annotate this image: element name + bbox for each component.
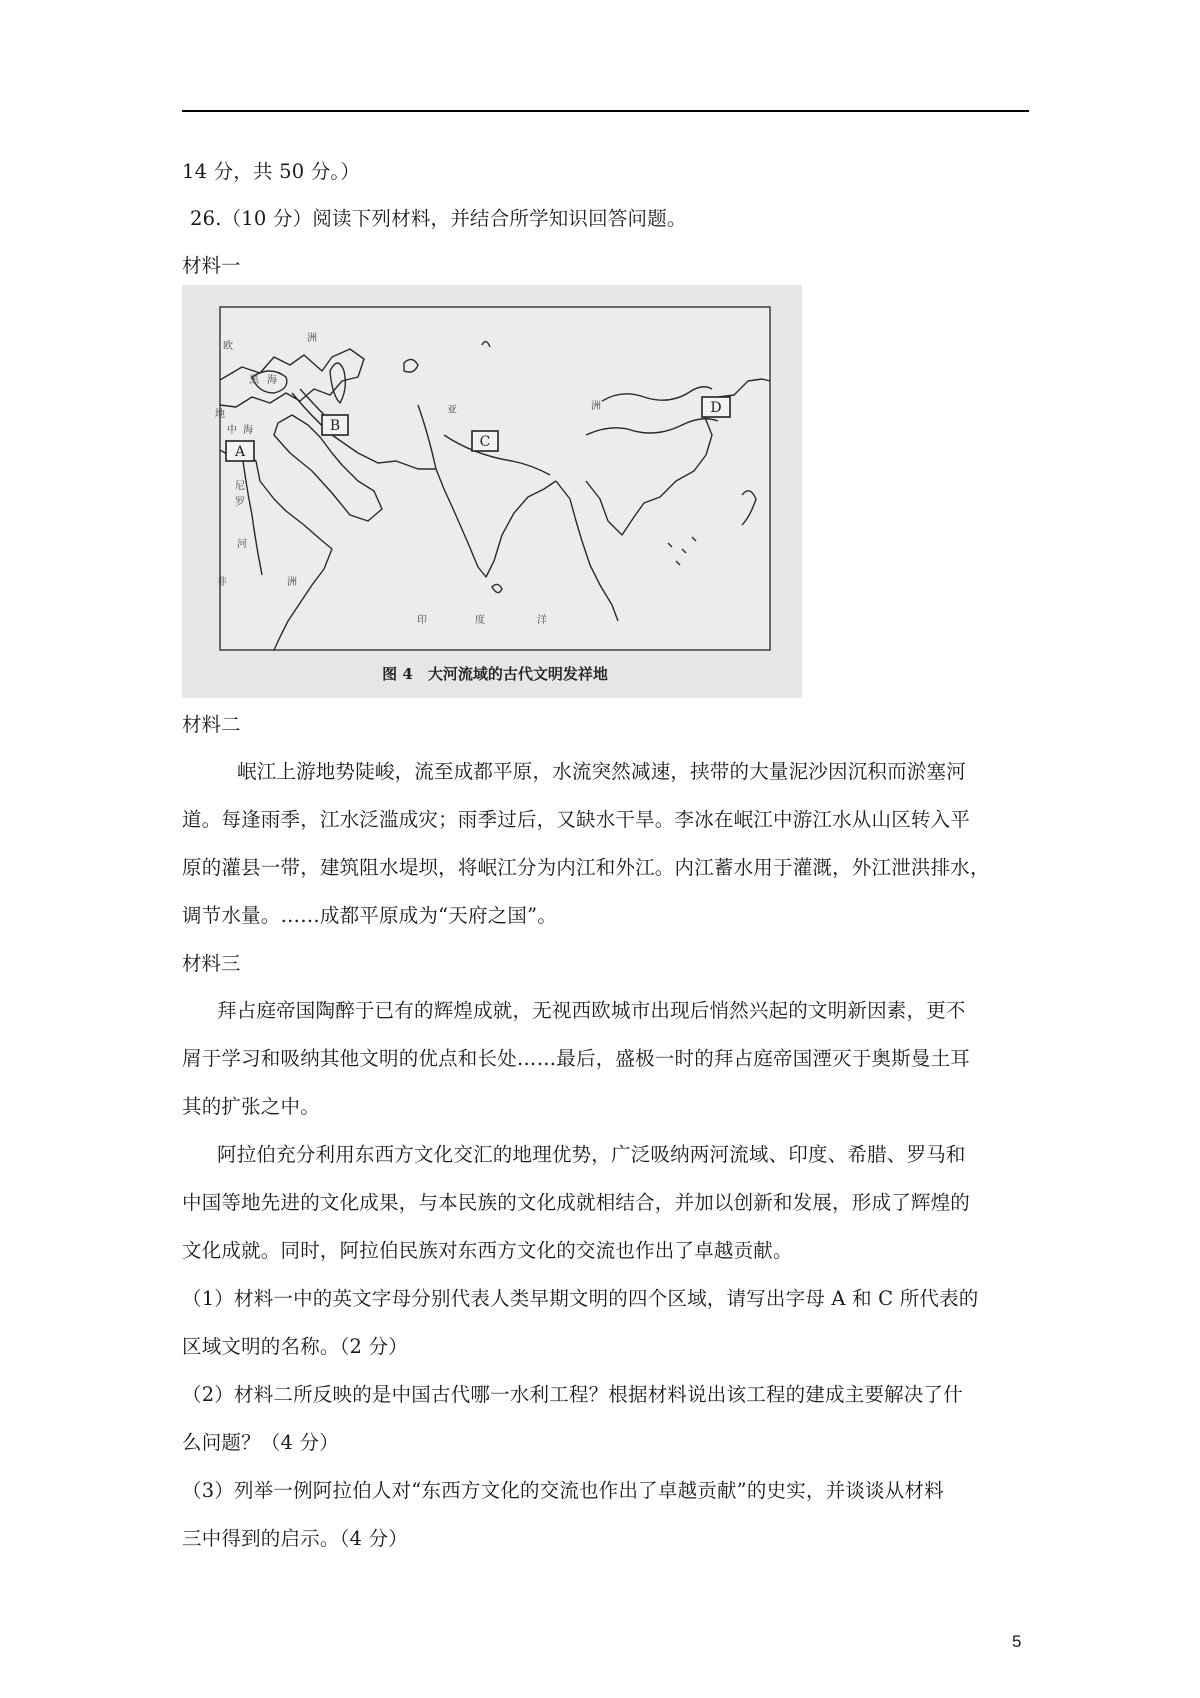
map-region-label: 洋: [537, 615, 547, 626]
question-1-line: （1）材料一中的英文字母分别代表人类早期文明的四个区域，请写出字母 A 和 C 所代表的: [182, 1287, 979, 1310]
map-region-label: 欧: [223, 341, 233, 352]
map-drawing: [182, 285, 802, 698]
material3-para2-line: 文化成就。同时，阿拉伯民族对东西方文化的交流也作出了卓越贡献。: [182, 1239, 793, 1262]
map-region-label: 印: [417, 615, 427, 626]
map-box-d-letter: D: [710, 400, 722, 416]
material3-para1-line: 拜占庭帝国陶醉于已有的辉煌成就，无视西欧城市出现后悄然兴起的文明新因素，更不: [217, 999, 966, 1022]
header-rule: [182, 110, 1029, 112]
civilization-map-figure: [182, 285, 802, 698]
map-caption: 图 4 大河流域的古代文明发祥地: [382, 665, 608, 683]
page-number: 5: [1012, 1632, 1022, 1651]
map-box-a-letter: A: [234, 444, 246, 460]
map-region-label: 度: [475, 615, 485, 626]
material2-line: 道。每逢雨季，江水泛滥成灾；雨季过后，又缺水干旱。李冰在岷江中游江水从山区转入平: [182, 808, 971, 831]
map-region-label: 黑: [249, 375, 259, 386]
continuation-text: 14 分，共 50 分。）: [182, 160, 361, 183]
map-region-label: 中: [227, 425, 237, 436]
material2-line: 调节水量。……成都平原成为“天府之国”。: [182, 904, 557, 927]
question-2-line: （2）材料二所反映的是中国古代哪一水利工程？根据材料说出该工程的建成主要解决了什: [182, 1383, 963, 1406]
material2-line: 原的灌县一带，建筑阻水堤坝，将岷江分为内江和外江。内江蓄水用于灌溉，外江泄洪排水，: [182, 856, 990, 879]
map-region-label: 罗: [235, 497, 245, 508]
map-region-label: 洲: [307, 333, 317, 344]
question-title: 26.（10 分）阅读下列材料，并结合所学知识回答问题。: [190, 207, 687, 230]
map-region-label: 海: [267, 375, 277, 386]
map-region-label: 海: [243, 425, 253, 436]
map-region-label: 非: [217, 577, 227, 588]
map-box-c-letter: C: [479, 434, 491, 450]
question-3-line: （3）列举一例阿拉伯人对“东西方文化的交流也作出了卓越贡献”的史实，并谈谈从材料: [182, 1479, 944, 1502]
question-2-line: 么问题？（4 分）: [182, 1431, 339, 1454]
map-region-label: 洲: [287, 577, 297, 588]
map-region-label: 亚: [447, 405, 457, 416]
material3-para2-line: 阿拉伯充分利用东西方文化交汇的地理优势，广泛吸纳两河流域、印度、希腊、罗马和: [217, 1143, 966, 1166]
material3-label: 材料三: [182, 952, 241, 975]
material3-para1-line: 其的扩张之中。: [182, 1095, 320, 1118]
question-3-line: 三中得到的启示。（4 分）: [182, 1527, 408, 1550]
map-region-label: 地: [215, 409, 225, 420]
map-region-label: 洲: [591, 401, 601, 412]
material2-line: 岷江上游地势陡峻，流至成都平原，水流突然减速，挟带的大量泥沙因沉积而淤塞河: [237, 760, 966, 783]
map-box-b-letter: B: [329, 418, 341, 434]
map-region-label: 尼: [235, 481, 245, 492]
map-region-label: 河: [237, 539, 247, 550]
question-1-line: 区域文明的名称。（2 分）: [182, 1335, 408, 1358]
material1-label: 材料一: [182, 254, 241, 277]
material3-para2-line: 中国等地先进的文化成果，与本民族的文化成就相结合，并加以创新和发展，形成了辉煌的: [182, 1191, 971, 1214]
material3-para1-line: 屑于学习和吸纳其他文明的优点和长处……最后，盛极一时的拜占庭帝国湮灭于奥斯曼土耳: [182, 1047, 971, 1070]
material2-label: 材料二: [182, 713, 241, 736]
